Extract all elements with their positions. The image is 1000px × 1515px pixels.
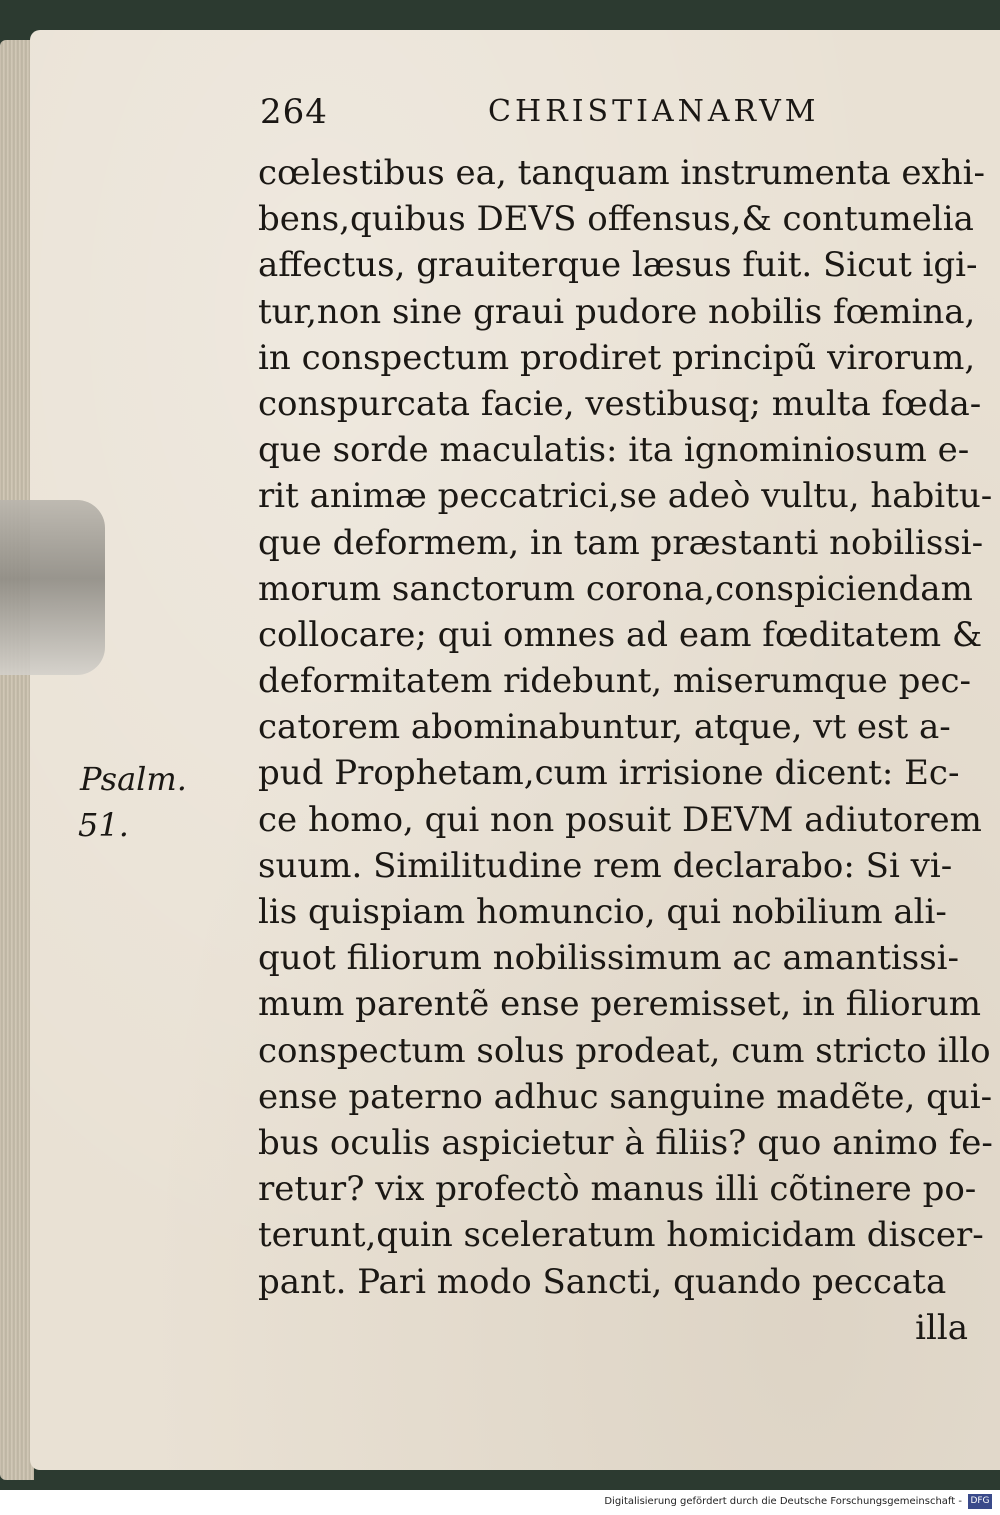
marginal-note — [80, 756, 187, 848]
running-title: CHRISTIANARVM — [488, 94, 820, 129]
text-line: morum sanctorum corona,conspiciendam — [258, 568, 973, 609]
text-line: que sorde maculatis: ita ignominiosum e- — [258, 430, 970, 471]
text-line: catorem abominabuntur, atque, vt est a- — [258, 707, 951, 748]
text-line: terunt,quin sceleratum homicidam discer- — [258, 1215, 984, 1256]
text-line: bens,quibus DEVS offensus,& contumelia — [258, 199, 974, 240]
text-line: collocare; qui omnes ad eam fœditatem & — [258, 614, 983, 655]
catchword: illa — [915, 1307, 968, 1348]
text-line: mum parentẽ ense peremisset, in filiorum — [258, 984, 982, 1025]
text-line: pud Prophetam,cum irrisione dicent: Ec- — [258, 753, 960, 794]
text-line: lis quispiam homuncio, qui nobilium ali- — [258, 892, 947, 932]
text-line: ce homo, qui non posuit DEVM adiutorem — [258, 799, 982, 840]
text-line: quot filiorum nobilissimum ac amantissi- — [258, 938, 960, 979]
text-line: conspurcata facie, vestibusq; multa fœda- — [258, 383, 982, 424]
running-head — [260, 92, 960, 136]
digitization-credit: Digitalisierung gefördert durch die Deutsche Forschungsgemeinschaft - — [604, 1496, 962, 1507]
page-edges — [0, 40, 34, 1480]
marginal-note-line-1: Psalm. — [80, 760, 187, 798]
text-line: suum. Similitudine rem declarabo: Si vi- — [258, 845, 953, 886]
text-line: rit animæ peccatrici,se adeò vultu, habitu- — [258, 476, 993, 517]
text-line: tur,non sine graui pudore nobilis fœmina, — [258, 291, 976, 332]
text-line: ense paterno adhuc sanguine madẽte, qui- — [258, 1076, 993, 1117]
text-line: cœlestibus ea, tanquam instrumenta exhi- — [258, 153, 985, 193]
text-line: bus oculis aspicietur à filiis? quo animo fe- — [258, 1122, 993, 1163]
dfg-logo-icon: DFG — [968, 1494, 992, 1509]
text-line: affectus, grauiterque læsus fuit. Sicut igi- — [258, 245, 978, 286]
text-line: pant. Pari modo Sancti, quando peccata — [258, 1261, 947, 1302]
text-line: que deformem, in tam præstanti nobilissi- — [258, 522, 984, 563]
text-line: conspectum solus prodeat, cum stricto illo — [258, 1030, 991, 1071]
bookmark-tab — [0, 500, 105, 675]
text-line: retur? vix profectò manus illi cõtinere po- — [258, 1169, 977, 1210]
body-text — [258, 150, 993, 1351]
text-line: deformitatem ridebunt, miserumque pec- — [258, 661, 972, 702]
text-line: in conspectum prodiret principũ virorum, — [258, 337, 976, 378]
footer-bar — [0, 1490, 1000, 1515]
marginal-note-line-2: 51. — [78, 806, 129, 844]
page-number: 264 — [260, 92, 328, 132]
